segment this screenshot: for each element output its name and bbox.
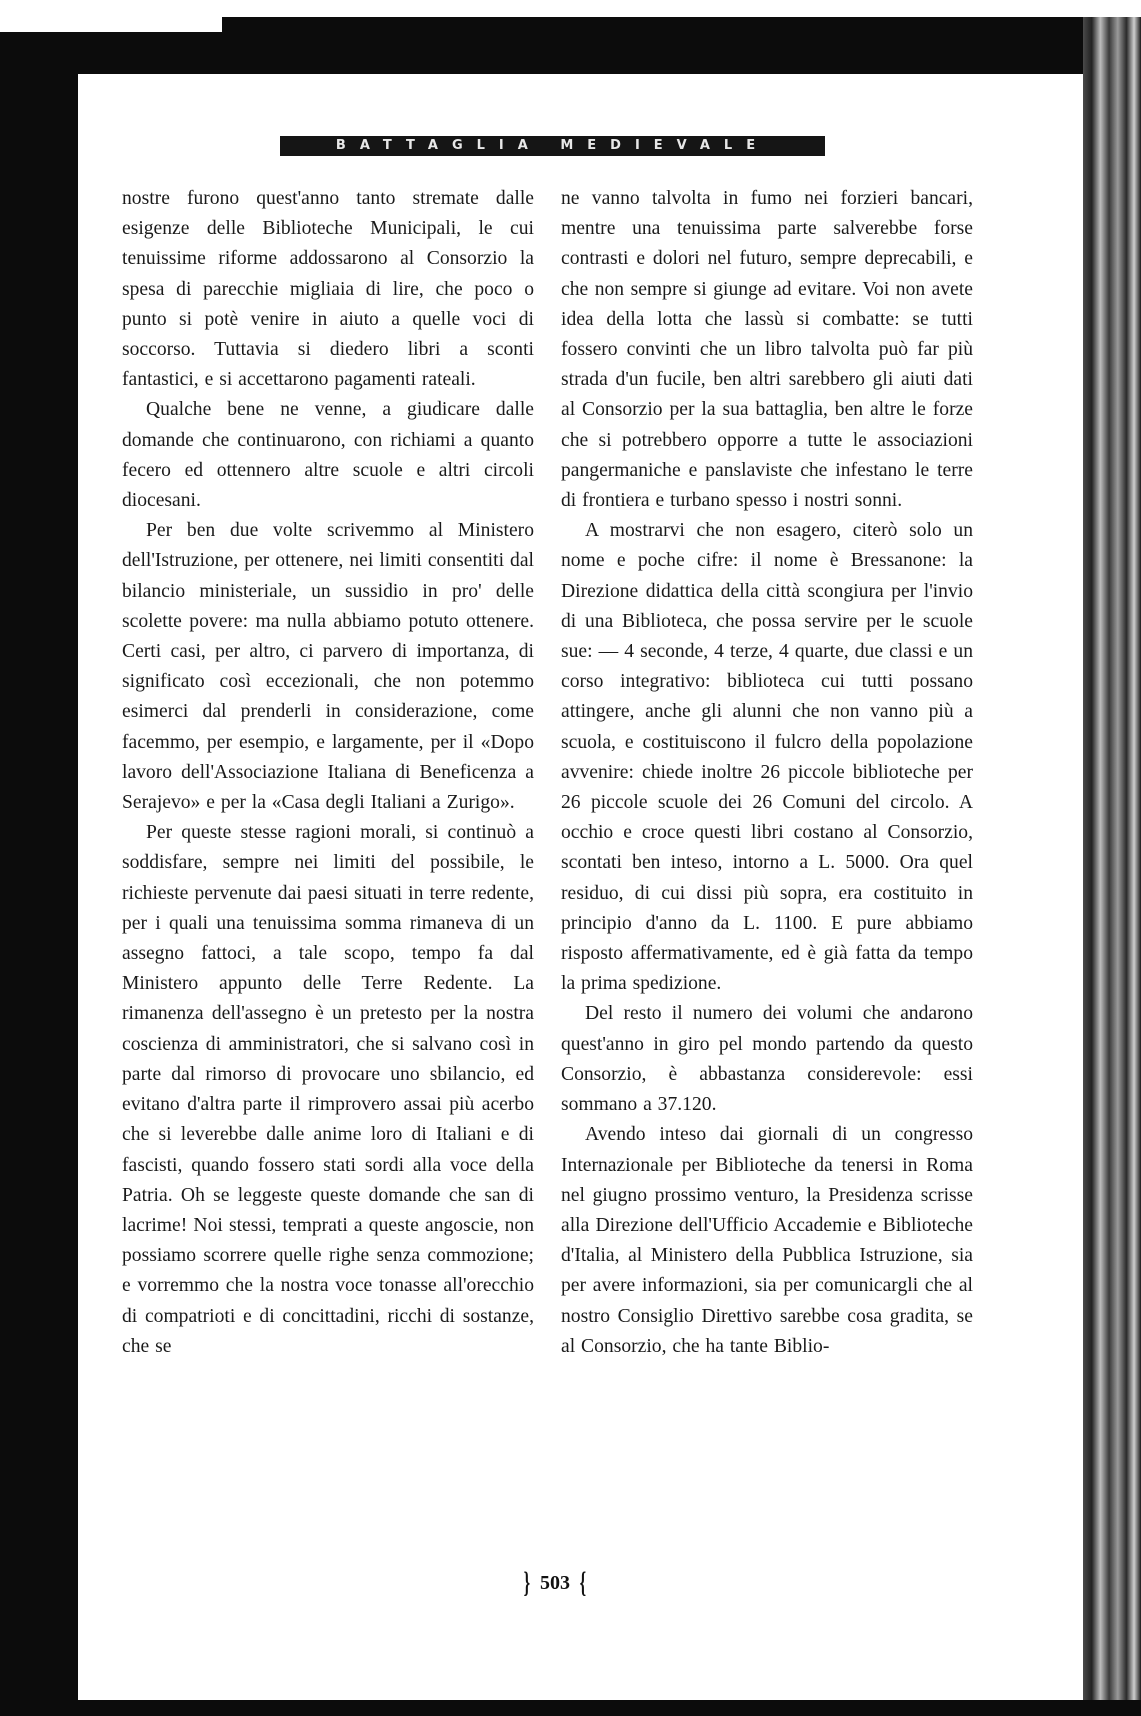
- paragraph: A mostrarvi che non esagero, citerò solo un nome e poche cifre: il nome è Bressanone: la Direzione didattica della città scongiura per l'invio di una Biblioteca, che possa servire per le scuole sue: — 4 seconde, 4 terze, 4 quarte, due classi e un corso integrativo: biblioteca cui tutti possano attingere, anche gli alunni che non vanno più a scuola, e costituiscono il fulcro della popolazione avvenire: chiede inoltre 26 piccole biblioteche per 26 piccole scuole dei 26 Comuni del circolo. A occhio e croce questi libri costano al Consorzio, scontati ben inteso, intorno a L. 5000. Ora quel residuo, di cui dissi più sopra, era costituito in principio d'anno da L. 1100. E pure abbiamo risposto affermativamente, ed è già fatta da tempo la prima spedizione.: [561, 520, 973, 995]
- page-number: [470, 1562, 640, 1602]
- paragraph: Qualche bene ne venne, a giudicare dalle domande che continuarono, con richiami a quanto fecero ed ottennero altre scuole e altri circoli diocesani.: [122, 399, 534, 512]
- paragraph: ne vanno talvolta in fumo nei forzieri bancari, mentre una tenuissima parte salverebbe forse contrasti e dolori nel futuro, sempre deprecabili, e che non sempre si giunge ad evitare. Voi non avete idea della lotta che lassù si combatte: se tutti fossero convinti che un libro talvolta può far più strada d'un fucile, ben altri sarebbero gli aiuti dati al Consorzio per la sua battaglia, ben altre le forze che si potrebbero opporre a tutte le associazioni pangermaniche e panslaviste che infestano le terre di frontiera e turbano spesso i nostri sonni.: [561, 188, 973, 512]
- text-column-left: [122, 184, 534, 1574]
- paragraph: Del resto il numero dei volumi che andarono quest'anno in giro pel mondo partendo da questo Consorzio, è abbastanza considerevole: essi sommano a 37.120.: [561, 1003, 973, 1116]
- running-header: BATTAGLIA MEDIEVALE: [280, 136, 825, 156]
- paragraph: Avendo inteso dai giornali di un congresso Internazionale per Biblioteche da tenersi in Roma nel giugno prossimo venturo, la Presidenza scrisse alla Direzione dell'Ufficio Accademie e Biblioteche d'Italia, al Ministero della Pubblica Istruzione, sia per avere informazioni, sia per comunicargli che al nostro Consiglio Direttivo sarebbe cosa gradita, se al Consorzio, che ha tante Biblio-: [561, 1124, 973, 1357]
- page-number-value: 503: [540, 1572, 570, 1595]
- folio-ornament-left: }: [523, 1566, 531, 1600]
- book-spine-edge: [1083, 17, 1141, 1716]
- text-column-right: [561, 184, 973, 1574]
- paragraph: nostre furono quest'anno tanto stremate dalle esigenze delle Biblioteche Municipali, le cui tenuissime riforme addossarono al Consorzio la spesa di parecchie migliaia di lire, che poco o punto si potè venire in aiuto a quelle voci di soccorso. Tuttavia si diedero libri a sconti fantastici, e si accettarono pagamenti rateali.: [122, 188, 534, 391]
- paragraph: Per ben due volte scrivemmo al Ministero dell'Istruzione, per ottenere, nei limiti consentiti dal bilancio ministeriale, un sussidio in pro' delle scolette povere: ma nulla abbiamo potuto ottenere. Certi casi, per altro, ci parvero di importanza, di significato così eccezionali, che non potemmo esimerci dal prenderli in considerazione, come facemmo, per esempio, e largamente, per il «Dopo lavoro dell'Associazione Italiana di Beneficenza a Serajevo» e per la «Casa degli Italiani a Zurigo».: [122, 520, 534, 814]
- paragraph: Per queste stesse ragioni morali, si continuò a soddisfare, sempre nei limiti del possibile, le richieste pervenute dai paesi situati in terre redente, per i quali una tenuissima somma rimaneva di un assegno fattoci, a tale scopo, tempo fa dal Ministero appunto delle Terre Redente. La rimanenza dell'assegno è un pretesto per la nostra coscienza di amministratori, che si salvano così in parte dal rimorso di provocare uno sbilancio, ed evitano d'altra parte il rimprovero assai più acerbo che si leverebbe dalle anime loro di Italiani e di fascisti, quando fossero stati sordi alla voce della Patria. Oh se leggeste queste domande che san di lacrime! Noi stessi, temprati a queste angoscie, non possiamo scorrere quelle righe senza commozione; e vorremmo che la nostra voce tonasse all'orecchio di compatrioti e di concittadini, ricchi di sostanze, che se: [122, 822, 534, 1357]
- scan-border-bottom: [0, 1700, 1141, 1716]
- scan-border-top-dark: [222, 17, 1141, 74]
- scan-border-left: [0, 32, 78, 1716]
- folio-ornament-right: {: [579, 1566, 587, 1600]
